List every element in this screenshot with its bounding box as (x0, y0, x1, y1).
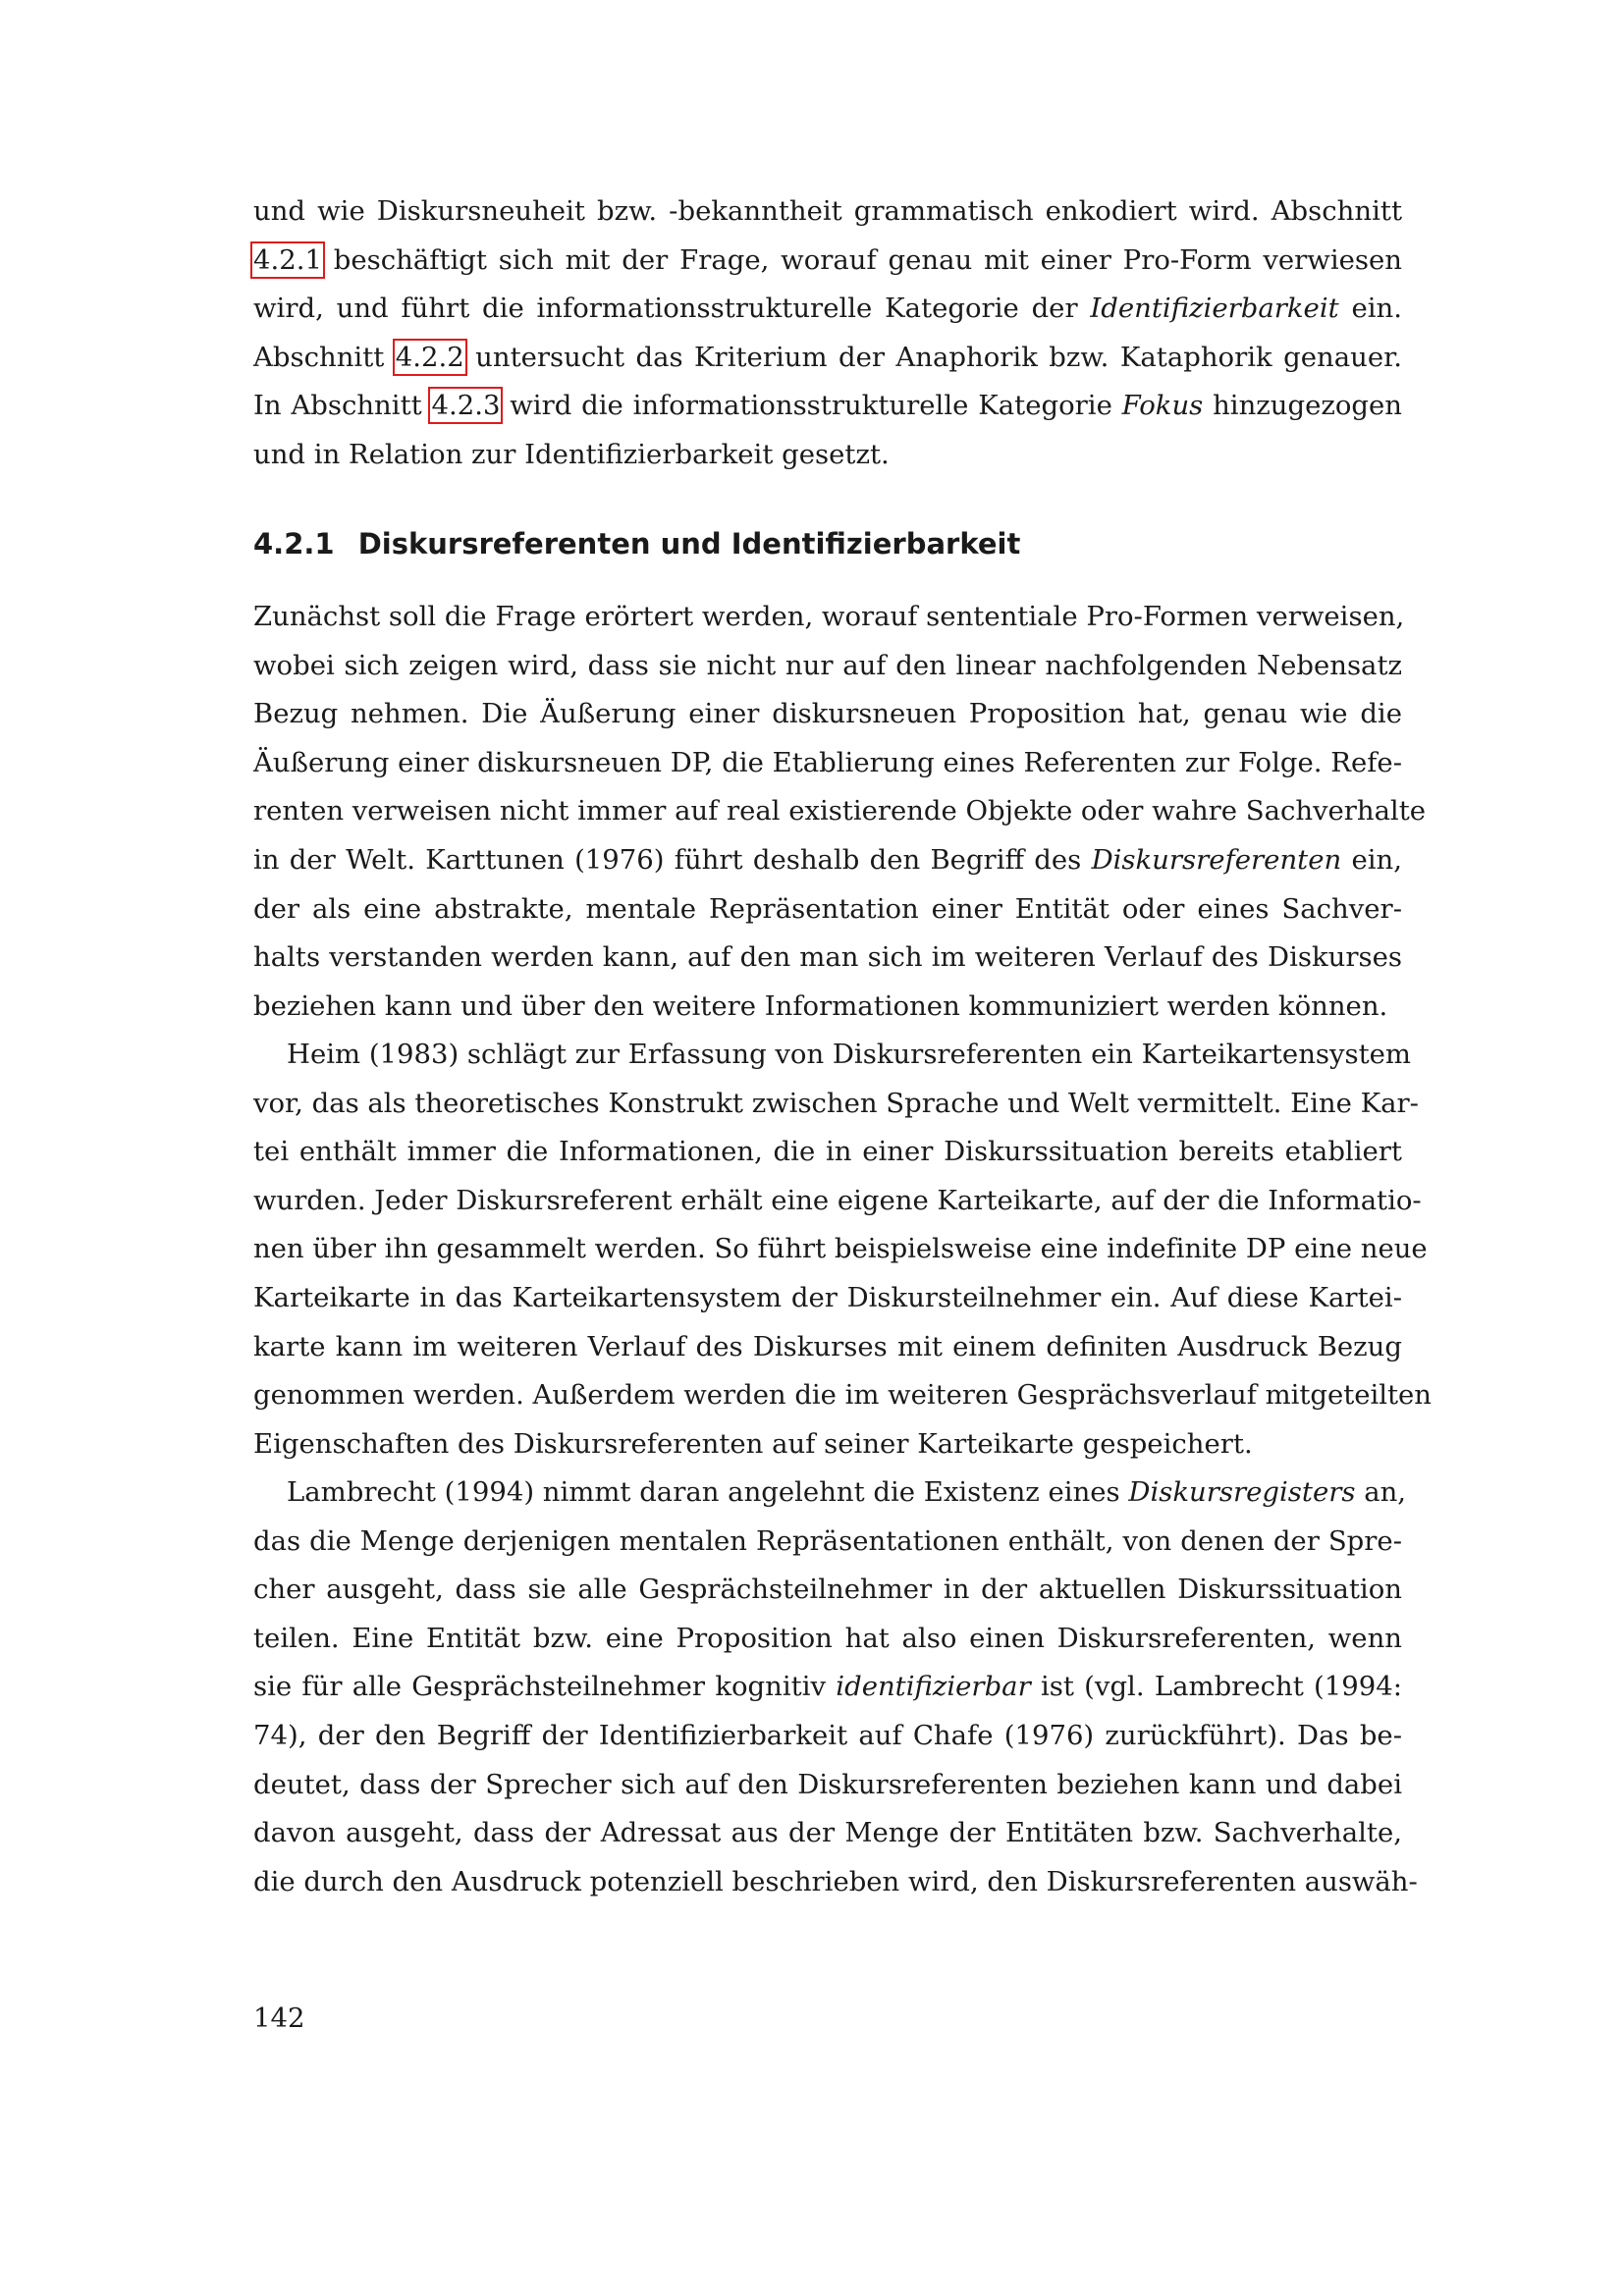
text-line: in der Welt. Karttunen (1976) führt deshalb den Begriff des Diskursreferenten ein, (253, 843, 1402, 876)
section-link-4-2-2[interactable]: 4.2.2 (395, 341, 464, 373)
section-heading (253, 527, 1020, 561)
text-line: tei enthält immer die Informationen, die in einer Diskurssituation bereits etabliert (253, 1136, 1402, 1168)
text-line: wurden. Jeder Diskursreferent erhält eine eigene Karteikarte, auf der die Informatio- (253, 1184, 1422, 1216)
text-line: sie für alle Gesprächsteilnehmer kognitiv identifizierbar ist (vgl. Lambrecht (1994: (253, 1671, 1402, 1703)
text-line: und wie Diskursneuheit bzw. -bekanntheit grammatisch enkodiert wird. Abschnitt (253, 195, 1402, 227)
term-diskursregisters: Diskursregisters (1128, 1476, 1356, 1508)
body-paragraph-2 (253, 1031, 1432, 1468)
text-line: Lambrecht (1994) nimmt daran angelehnt die Existenz eines Diskursregisters an, (287, 1476, 1407, 1508)
text-line: wird, und führt die informationsstrukturelle Kategorie der Identifizierbarkeit ein. (253, 293, 1402, 325)
section-link-4-2-3[interactable]: 4.2.3 (431, 390, 501, 422)
text-line: 4.2.1 beschäftigt sich mit der Frage, worauf genau mit einer Pro-Form verwiesen (253, 243, 1402, 276)
text-line: cher ausgeht, dass sie alle Gesprächsteilnehmer in der aktuellen Diskurssituation (253, 1574, 1402, 1606)
text-line: renten verweisen nicht immer auf real existierende Objekte oder wahre Sachverhalte (253, 795, 1426, 828)
section-number: 4.2.1 (253, 527, 335, 561)
text-line: wobei sich zeigen wird, dass sie nicht nur auf den linear nachfolgenden Nebensatz (253, 649, 1402, 681)
intro-paragraph (253, 187, 1402, 480)
text-line: die durch den Ausdruck potenziell beschrieben wird, den Diskursreferenten auswäh- (253, 1865, 1418, 1897)
text-line: Äußerung einer diskursneuen DP, die Etablierung eines Referenten zur Folge. Refe- (253, 746, 1402, 778)
text-line: Zunächst soll die Frage erörtert werden, worauf sententiale Pro-Formen verweisen, (253, 601, 1405, 632)
body-paragraph-1 (253, 593, 1426, 1031)
body-paragraph-3 (253, 1468, 1418, 1906)
page-number: 142 (253, 2002, 305, 2034)
text-line: Abschnitt 4.2.2 untersucht das Kriterium der Anaphorik bzw. Kataphorik genauer. (253, 341, 1402, 373)
text-line: beziehen kann und über den weitere Informationen kommuniziert werden können. (253, 989, 1388, 1022)
text-line: karte kann im weiteren Verlauf des Diskurses mit einem definiten Ausdruck Bezug (253, 1330, 1402, 1362)
section-link-4-2-1[interactable]: 4.2.1 (253, 243, 322, 276)
text-line: Eigenschaften des Diskursreferenten auf seiner Karteikarte gespeichert. (253, 1427, 1253, 1460)
text-line: Bezug nehmen. Die Äußerung einer diskursneuen Proposition hat, genau wie die (253, 698, 1402, 730)
text-line: davon ausgeht, dass der Adressat aus der Menge der Entitäten bzw. Sachverhalte, (253, 1817, 1402, 1849)
text-line: teilen. Eine Entität bzw. eine Proposition hat also einen Diskursreferenten, wenn (253, 1622, 1402, 1654)
term-identifizierbarkeit: Identifizierbarkeit (1090, 293, 1339, 325)
text-line: In Abschnitt 4.2.3 wird die informationsstrukturelle Kategorie Fokus hinzugezogen (253, 390, 1403, 422)
text-line: nen über ihn gesammelt werden. So führt beispielsweise eine indefinite DP eine neue (253, 1233, 1428, 1265)
text-line: Heim (1983) schlägt zur Erfassung von Diskursreferenten ein Karteikartensystem (287, 1039, 1411, 1070)
text-line: vor, das als theoretisches Konstrukt zwischen Sprache und Welt vermittelt. Eine Kar- (253, 1087, 1419, 1119)
text-line: der als eine abstrakte, mentale Repräsentation einer Entität oder eines Sachver- (253, 892, 1402, 925)
term-fokus: Fokus (1121, 390, 1204, 422)
term-diskursreferenten: Diskursreferenten (1091, 843, 1342, 876)
text-line: und in Relation zur Identifizierbarkeit gesetzt. (253, 438, 890, 470)
text-line: das die Menge derjenigen mentalen Repräsentationen enthält, von denen der Spre- (253, 1524, 1402, 1557)
text-line: halts verstanden werden kann, auf den man sich im weiteren Verlauf des Diskurses (253, 941, 1402, 974)
text-line: Karteikarte in das Karteikartensystem der Diskursteilnehmer ein. Auf diese Kartei- (253, 1281, 1402, 1313)
term-identifizierbar: identifizierbar (836, 1671, 1031, 1703)
text-line: 74), der den Begriff der Identifizierbarkeit auf Chafe (1976) zurückführt). Das be- (253, 1719, 1402, 1751)
text-line: genommen werden. Außerdem werden die im weiteren Gesprächsverlauf mitgeteilten (253, 1379, 1432, 1412)
text-line: deutet, dass der Sprecher sich auf den Diskursreferenten beziehen kann und dabei (253, 1768, 1402, 1800)
section-title: Diskursreferenten und Identifizierbarkeit (357, 527, 1021, 561)
